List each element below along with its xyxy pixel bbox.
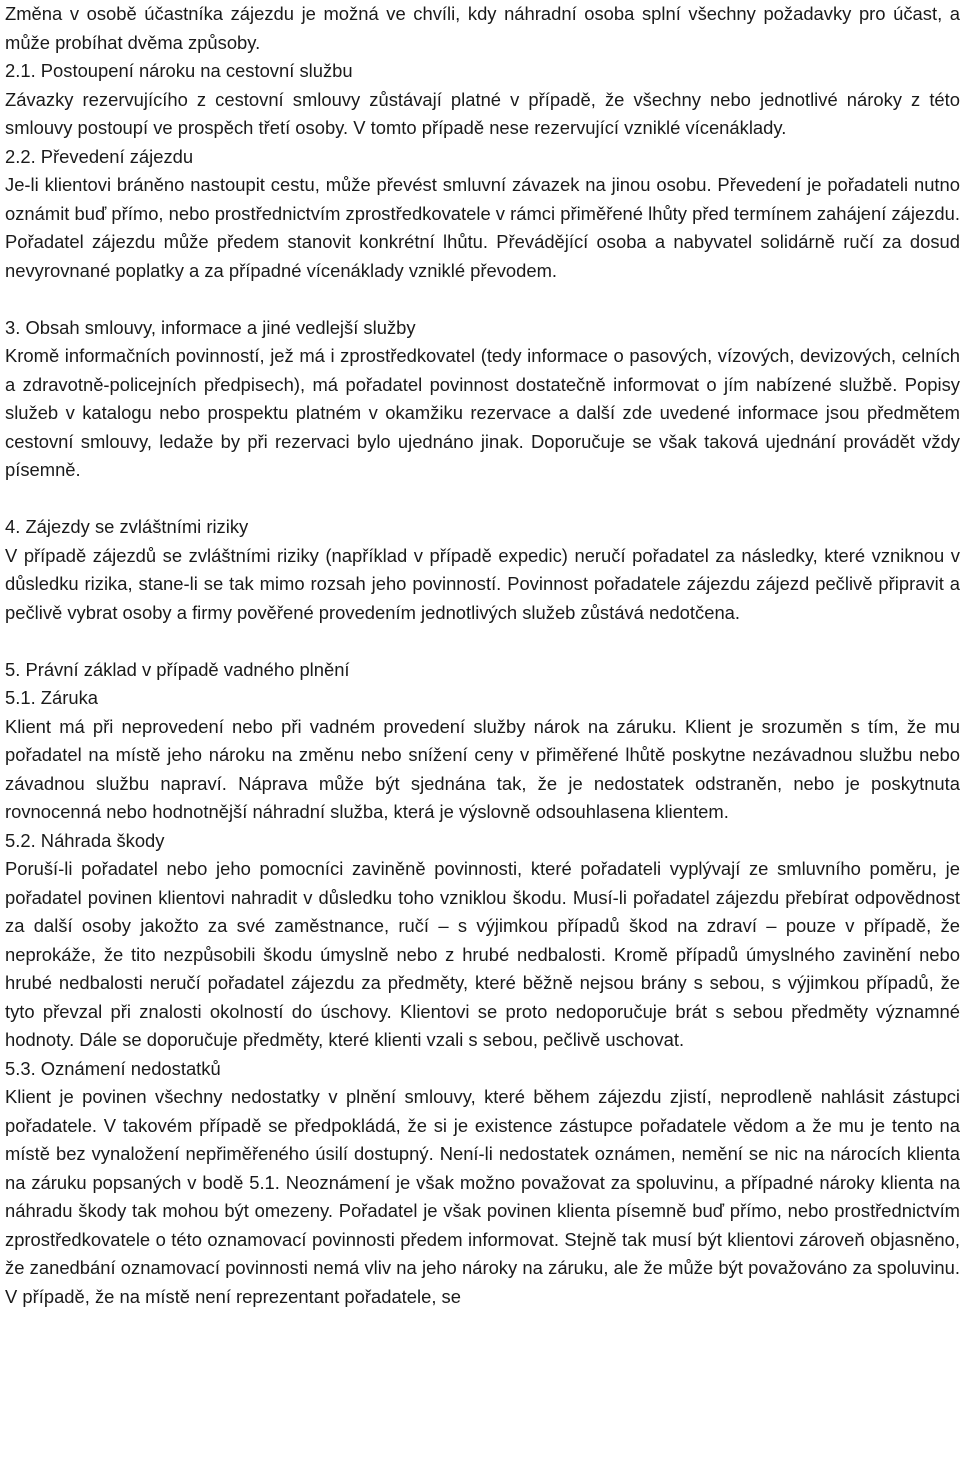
section-3-body: Kromě informačních povinností, jež má i zprostředkovatel (tedy informace o pasových, vízových, devizových, celních a zdravotně-policejních předpisech), má pořadatel povinnost dostatečně informovat o jím nabízené službě. Popisy služeb v katalogu nebo prospektu platném v okamžiku rezervace a další zde uvedené informace jsou předmětem cestovní smlouvy, ledaže by při rezervaci bylo ujednáno jinak. Doporučuje se však taková ujednání provádět vždy písemně. xyxy=(5,345,960,480)
spacer xyxy=(5,485,960,514)
section-4-heading: 4. Zájezdy se zvláštními riziky xyxy=(5,516,249,537)
section-5-3-heading: 5.3. Oznámení nedostatků xyxy=(5,1057,221,1079)
section-3-heading: 3. Obsah smlouvy, informace a jiné vedlejší služby xyxy=(5,316,416,338)
section-2-2-body: Je-li klientovi bráněno nastoupit cestu, může převést smluvní závazek na jinou osobu. Převedení je pořadateli nutno oznámit buď přímo, nebo prostřednictvím zprostředkovatele v rámci přiměřené lhůty před termínem zahájení zájezdu. Pořadatel zájezdu může předem stanovit konkrétní lhůtu. Převádějící osoba a nabyvatel solidárně ručí za dosud nevyrovnané poplatky a za případné vícenáklady vzniklé převodem. xyxy=(5,174,960,281)
section-5-3-body: Klient je povinen všechny nedostatky v plnění smlouvy, které během zájezdu zjistí, neprodleně nahlásit zástupci pořadatele. V takovém případě se předpokládá, že si je existence zástupce pořadatele vědom a že mu je tento na místě bez vynaložení nepřiměřeného úsilí dostupný. Není-li nedostatek oznámen, nemění se nic na nárocích klienta na záruku popsaných v bodě 5.1. Neoznámení je však možno považovat za spoluvinu, a případné nároky klienta na náhradu škody tak mohou být omezeny. Pořadatel je však povinen klienta písemně buď přímo, nebo prostřednictvím zprostředkovatele o této oznamovací povinnosti předem informovat. Stejně tak musí být klientovi zároveň objasněno, že zanedbání oznamovací povinnosti nemá vliv na jeho nároky na záruku, ale že může být považováno za spoluvinu. V případě, že na místě není reprezentant pořadatele, se xyxy=(5,1086,960,1307)
section-5-2-heading: 5.2. Náhrada škody xyxy=(5,829,165,851)
section-5-heading: 5. Právní základ v případě vadného plnění xyxy=(5,658,350,680)
intro-paragraph: Změna v osobě účastníka zájezdu je možná ve chvíli, kdy náhradní osoba splní všechny požadavky pro účast, a může probíhat dvěma způsoby. xyxy=(5,3,960,53)
spacer xyxy=(5,285,960,314)
section-5-1-body: Klient má při neprovedení nebo při vadném provedení služby nárok na záruku. Klient je srozuměn s tím, že mu pořadatel na místě jeho nároku na změnu nebo snížení ceny v přiměřené lhůtě poskytne nezávadnou službu nebo závadnou službu napraví. Náprava může být sjednána tak, že je nedostatek odstraněn, nebo je poskytnuta rovnocenná nebo hodnotnější náhradní služba, která je výslovně odsouhlasena klientem. xyxy=(5,715,960,822)
section-2-1-heading: 2.1. Postoupení nároku na cestovní službu xyxy=(5,60,353,81)
document-page xyxy=(5,0,960,1311)
section-2-2-heading: 2.2. Převedení zájezdu xyxy=(5,145,194,167)
spacer xyxy=(5,627,960,656)
section-4-body: V případě zájezdů se zvláštními riziky (například v případě expedic) neručí pořadatel za následky, které vzniknou v důsledku rizika, stane-li se tak mimo rozsah jeho povinností. Povinnost pořadatele zájezdu zájezd pečlivě připravit a pečlivě vybrat osoby a firmy pověřené provedením jednotlivých služeb zůstává nedotčena. xyxy=(5,544,960,623)
section-2-1-body: Závazky rezervujícího z cestovní smlouvy zůstávají platné v případě, že všechny nebo jednotlivé nároky z této smlouvy postoupí ve prospěch třetí osoby. V tomto případě nese rezervující vzniklé vícenáklady. xyxy=(5,88,960,138)
section-5-1-heading: 5.1. Záruka xyxy=(5,687,99,708)
section-5-2-body: Poruší-li pořadatel nebo jeho pomocníci zaviněně povinnosti, které pořadateli vyplývají ze smluvního poměru, je pořadatel povinen klientovi nahradit v důsledku toho vzniklou škodu. Musí-li pořadatel zájezdu přebírat odpovědnost za další osoby jakožto za své zaměstnance, ručí – s výjimkou případů škod na zdraví – pouze v případě, že neprokáže, že tito nezpůsobili škodu úmyslně nebo z hrubé nedbalosti. Kromě případů úmyslného zavinění nebo hrubé nedbalosti neručí pořadatel zájezdu za předměty, které běžně nejsou brány s sebou, s výjimkou případů, že tyto převzal při znalosti okolností do úschovy. Klientovi se proto nedoporučuje brát s sebou předměty významné hodnoty. Dále se doporučuje předměty, které klienti vzali s sebou, pečlivě uschovat. xyxy=(5,858,960,1050)
